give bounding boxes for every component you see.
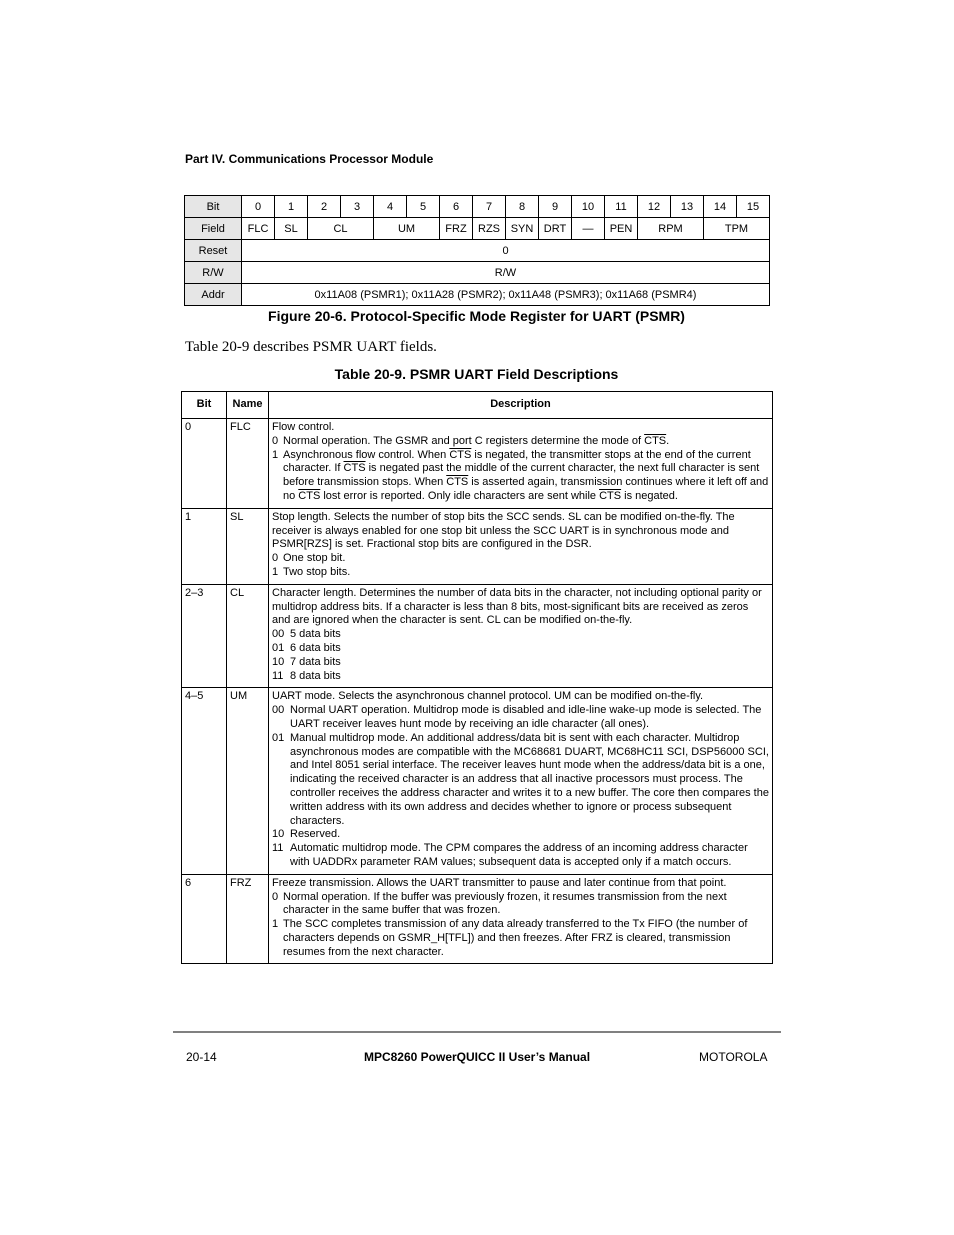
value-description: Asynchronous flow control. When $\overline{CTS}$ is negated, the transmitter stops at the end of the current character. If $\overline{CTS}$ is negated past the middle of the current character, the next full character is sent before transmission stops. When $\overline{CTS}$ is asserted again, transmission continues where it left off and no $\overline{CTS}$ lost error is reported. Only idle characters are sent while $\overline{CTS}$ is negated. (283, 448, 769, 502)
value-description: The SCC completes transmission of any data already transferred to the Tx FIFO (the number of characters depends on GSMR_H[TFL]) and then freezes. After FRZ is cleared, transmission resumes from the next character. (283, 918, 748, 958)
register-bit-cell: 8 (506, 196, 539, 218)
value-item (272, 566, 769, 580)
register-rw-value: R/W (242, 262, 770, 284)
value-code: 10 (272, 828, 285, 841)
register-bit-cell: 0 (242, 196, 275, 218)
page-number: 20-14 (186, 1050, 217, 1064)
value-code: 01 (272, 731, 285, 744)
register-field-cell: PEN (605, 218, 638, 240)
value-description: 8 data bits (290, 669, 341, 682)
value-item (272, 891, 769, 919)
value-description: Normal UART operation. Multidrop mode is disabled and idle-line wake-up mode is selected. The UART receiver leaves hunt mode by receiving an idle character (all ones). (290, 704, 762, 730)
value-code: 1 (272, 448, 279, 461)
running-header: Part IV. Communications Processor Module (185, 152, 434, 166)
value-description: Normal operation. If the buffer was previously frozen, it resumes transmission from the next character in the same buffer that was frozen. (283, 890, 727, 917)
register-bit-label: Bit (185, 196, 242, 218)
register-bit-cell: 14 (704, 196, 737, 218)
register-reset-row (185, 240, 770, 262)
value-code: 10 (272, 655, 285, 668)
register-bit-cell: 3 (341, 196, 374, 218)
register-bit-cell: 2 (308, 196, 341, 218)
register-addr-label: Addr (185, 284, 242, 306)
value-item (272, 656, 769, 670)
register-bit-cell: 7 (473, 196, 506, 218)
register-bit-cell: 13 (671, 196, 704, 218)
value-description: Normal operation. The GSMR and port C registers determine the mode of $\overline{CTS}$. (283, 434, 670, 447)
value-item (272, 552, 769, 566)
register-bit-cell: 9 (539, 196, 572, 218)
cell-description (269, 419, 773, 509)
table-body (182, 419, 773, 964)
register-bit-cell: 4 (374, 196, 407, 218)
figure-caption: Figure 20-6. Protocol-Specific Mode Register for UART (PSMR) (268, 308, 685, 324)
cell-bit: 4–5 (182, 688, 227, 874)
cell-bit: 2–3 (182, 584, 227, 688)
cell-description (269, 584, 773, 688)
description-text: Flow control. (272, 421, 335, 433)
register-field-cell: RPM (638, 218, 704, 240)
register-field-cell: DRT (539, 218, 572, 240)
cell-name: UM (227, 688, 269, 874)
value-code: 00 (272, 704, 285, 717)
company-name: MOTOROLA (699, 1050, 768, 1064)
cell-bit: 6 (182, 874, 227, 964)
register-bit-cell: 11 (605, 196, 638, 218)
value-code: 0 (272, 552, 279, 565)
description-text: UART mode. Selects the asynchronous channel protocol. UM can be modified on-the-fly. (272, 690, 704, 703)
register-rw-label: R/W (185, 262, 242, 284)
table-row (182, 508, 773, 584)
value-code: 1 (272, 565, 279, 578)
register-field-cell: — (572, 218, 605, 240)
register-diagram (184, 195, 770, 306)
register-field-cell: SYN (506, 218, 539, 240)
value-description: 5 data bits (290, 628, 341, 641)
column-header-description: Description (269, 392, 773, 419)
register-bit-row (185, 196, 770, 218)
register-field-cell: SL (275, 218, 308, 240)
column-header-name: Name (227, 392, 269, 419)
register-field-cell: FRZ (440, 218, 473, 240)
register-field-cell: UM (374, 218, 440, 240)
value-code: 01 (272, 641, 285, 654)
cell-name: FLC (227, 419, 269, 509)
value-description: 7 data bits (290, 655, 341, 668)
register-reset-label: Reset (185, 240, 242, 262)
cell-description (269, 688, 773, 874)
value-code: 11 (272, 669, 284, 682)
register-addr-row (185, 284, 770, 306)
table-row (182, 688, 773, 874)
cell-bit: 1 (182, 508, 227, 584)
register-rw-row (185, 262, 770, 284)
register-field-row (185, 218, 770, 240)
manual-title: MPC8260 PowerQUICC II User’s Manual (363, 1050, 591, 1064)
cell-description (269, 874, 773, 964)
table-caption: Table 20-9. PSMR UART Field Descriptions (334, 366, 619, 382)
field-description-table (181, 391, 773, 964)
table-row (182, 419, 773, 509)
register-bit-cell: 10 (572, 196, 605, 218)
register-bit-cell: 1 (275, 196, 308, 218)
cell-description (269, 508, 773, 584)
value-item (272, 732, 769, 829)
table-row (182, 874, 773, 964)
register-bit-cell: 6 (440, 196, 473, 218)
register-bit-cell: 12 (638, 196, 671, 218)
cell-name: CL (227, 584, 269, 688)
value-description: Reserved. (290, 828, 341, 841)
register-field-cell: TPM (704, 218, 770, 240)
footer-divider (173, 1031, 781, 1033)
register-field-cell: FLC (242, 218, 275, 240)
value-description: Automatic multidrop mode. The CPM compares the address of an incoming address character with UADDRx parameter RAM values; subsequent data is accepted only if a match occurs. (290, 842, 748, 868)
table-header-row (182, 392, 773, 419)
value-item (272, 449, 769, 504)
value-code: 0 (272, 890, 279, 903)
description-text: Stop length. Selects the number of stop bits the SCC sends. SL can be modified on-the-fly. The receiver is always enabled for one stop bit unless the SCC UART is in synchronous mode and PSMR[RZS] is set. Fractional stop bits are configured in the DSR. (272, 510, 735, 551)
value-code: 1 (272, 918, 279, 931)
value-item (272, 670, 769, 684)
register-bit-cell: 5 (407, 196, 440, 218)
value-item (272, 642, 769, 656)
description-text: Freeze transmission. Allows the UART transmitter to pause and later continue from that point. (272, 876, 727, 889)
value-item (272, 628, 769, 642)
register-reset-value: 0 (242, 240, 770, 262)
register-addr-value: 0x11A08 (PSMR1); 0x11A28 (PSMR2); 0x11A48 (PSMR3); 0x11A68 (PSMR4) (242, 284, 770, 306)
value-item (272, 828, 769, 842)
value-item (272, 704, 769, 732)
body-paragraph: Table 20-9 describes PSMR UART fields. (185, 339, 437, 355)
value-code: 00 (272, 628, 285, 641)
value-description: 6 data bits (290, 641, 341, 654)
cell-bit: 0 (182, 419, 227, 509)
value-item (272, 435, 769, 449)
value-item (272, 918, 769, 959)
cell-name: SL (227, 508, 269, 584)
value-description: Manual multidrop mode. An additional address/data bit is sent with each character. Multidrop asynchronous modes are compatible with the MC68681 DUART, MC68HC11 SCI, DSP56000 SCI, and Intel 8051 serial interface. The receiver leaves hunt mode when the address/data bit is a one, indicating the received character is an address that all inactive processors must process. The controller receives the address character and writes it to a new buffer. The core then compares the written address with its own address and decides whether to ignore or process subsequent characters. (290, 731, 769, 827)
value-description: Two stop bits. (283, 565, 351, 578)
table-row (182, 584, 773, 688)
column-header-bit: Bit (182, 392, 227, 419)
value-description: One stop bit. (283, 552, 346, 565)
register-bit-cell: 15 (737, 196, 770, 218)
description-text: Character length. Determines the number of data bits in the character, not including optional parity or multidrop address bits. If a character is less than 8 bits, most-significant bits are received as zeros and are ignored when the character is sent. CL can be modified on-the-fly. (272, 586, 762, 627)
register-field-label: Field (185, 218, 242, 240)
value-item (272, 842, 769, 870)
value-code: 11 (272, 842, 284, 855)
register-field-cell: RZS (473, 218, 506, 240)
cell-name: FRZ (227, 874, 269, 964)
register-field-cell: CL (308, 218, 374, 240)
value-code: 0 (272, 434, 279, 447)
